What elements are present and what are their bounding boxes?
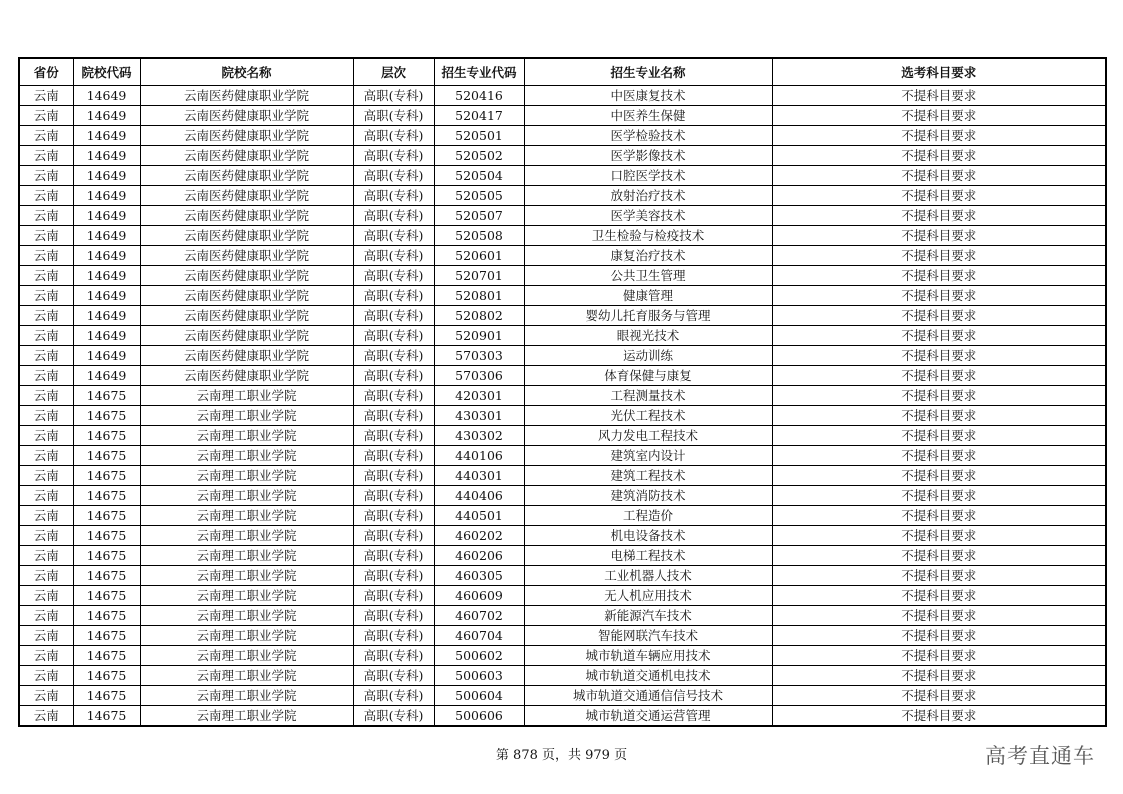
cell-major-name: 机电设备技术: [524, 526, 772, 546]
cell-level: 高职(专科): [353, 286, 434, 306]
cell-subject-requirement: 不提科目要求: [772, 166, 1106, 186]
cell-school-name: 云南理工职业学院: [140, 526, 353, 546]
cell-level: 高职(专科): [353, 326, 434, 346]
cell-school-code: 14675: [73, 586, 140, 606]
table-row: [19, 546, 1106, 566]
cell-major-code: 460704: [434, 626, 524, 646]
cell-level: 高职(专科): [353, 626, 434, 646]
cell-major-code: 520416: [434, 86, 524, 106]
cell-province: 云南: [19, 306, 73, 326]
table-row: [19, 246, 1106, 266]
cell-school-name: 云南医药健康职业学院: [140, 146, 353, 166]
cell-school-name: 云南医药健康职业学院: [140, 266, 353, 286]
cell-major-code: 500604: [434, 686, 524, 706]
cell-level: 高职(专科): [353, 266, 434, 286]
cell-subject-requirement: 不提科目要求: [772, 126, 1106, 146]
cell-subject-requirement: 不提科目要求: [772, 146, 1106, 166]
cell-province: 云南: [19, 526, 73, 546]
cell-major-code: 460702: [434, 606, 524, 626]
table-row: [19, 466, 1106, 486]
cell-school-name: 云南理工职业学院: [140, 386, 353, 406]
cell-level: 高职(专科): [353, 206, 434, 226]
cell-province: 云南: [19, 106, 73, 126]
cell-province: 云南: [19, 666, 73, 686]
cell-subject-requirement: 不提科目要求: [772, 286, 1106, 306]
cell-subject-requirement: 不提科目要求: [772, 626, 1106, 646]
cell-school-name: 云南理工职业学院: [140, 586, 353, 606]
cell-level: 高职(专科): [353, 386, 434, 406]
cell-school-name: 云南理工职业学院: [140, 706, 353, 727]
cell-province: 云南: [19, 646, 73, 666]
header-row: [19, 58, 1106, 86]
cell-school-name: 云南理工职业学院: [140, 646, 353, 666]
cell-major-code: 520901: [434, 326, 524, 346]
cell-level: 高职(专科): [353, 446, 434, 466]
cell-major-name: 体育保健与康复: [524, 366, 772, 386]
cell-major-code: 460305: [434, 566, 524, 586]
cell-school-name: 云南医药健康职业学院: [140, 346, 353, 366]
cell-school-name: 云南理工职业学院: [140, 466, 353, 486]
cell-level: 高职(专科): [353, 566, 434, 586]
table-row: [19, 126, 1106, 146]
cell-major-code: 520504: [434, 166, 524, 186]
cell-major-code: 520601: [434, 246, 524, 266]
header-school-name: 院校名称: [140, 58, 353, 86]
cell-school-name: 云南医药健康职业学院: [140, 286, 353, 306]
cell-province: 云南: [19, 86, 73, 106]
cell-province: 云南: [19, 406, 73, 426]
cell-level: 高职(专科): [353, 686, 434, 706]
table-row: [19, 446, 1106, 466]
table-row: [19, 346, 1106, 366]
table-row: [19, 706, 1106, 727]
cell-major-code: 520501: [434, 126, 524, 146]
cell-subject-requirement: 不提科目要求: [772, 586, 1106, 606]
table-row: [19, 426, 1106, 446]
cell-province: 云南: [19, 366, 73, 386]
header-subject-requirement: 选考科目要求: [772, 58, 1106, 86]
cell-province: 云南: [19, 706, 73, 727]
cell-school-code: 14675: [73, 646, 140, 666]
cell-major-name: 智能网联汽车技术: [524, 626, 772, 646]
table-row: [19, 326, 1106, 346]
table-row: [19, 226, 1106, 246]
cell-major-name: 中医康复技术: [524, 86, 772, 106]
cell-school-code: 14675: [73, 526, 140, 546]
cell-major-name: 建筑工程技术: [524, 466, 772, 486]
cell-major-code: 420301: [434, 386, 524, 406]
cell-province: 云南: [19, 346, 73, 366]
cell-level: 高职(专科): [353, 426, 434, 446]
header-school-code: 院校代码: [73, 58, 140, 86]
cell-school-name: 云南理工职业学院: [140, 666, 353, 686]
cell-province: 云南: [19, 686, 73, 706]
cell-province: 云南: [19, 426, 73, 446]
cell-school-name: 云南医药健康职业学院: [140, 226, 353, 246]
cell-subject-requirement: 不提科目要求: [772, 486, 1106, 506]
table-row: [19, 686, 1106, 706]
cell-school-code: 14649: [73, 86, 140, 106]
cell-province: 云南: [19, 506, 73, 526]
table-row: [19, 526, 1106, 546]
header-province: 省份: [19, 58, 73, 86]
cell-subject-requirement: 不提科目要求: [772, 646, 1106, 666]
table-row: [19, 186, 1106, 206]
cell-school-code: 14649: [73, 186, 140, 206]
cell-major-name: 医学美容技术: [524, 206, 772, 226]
cell-major-name: 城市轨道车辆应用技术: [524, 646, 772, 666]
cell-school-name: 云南医药健康职业学院: [140, 166, 353, 186]
cell-school-name: 云南理工职业学院: [140, 446, 353, 466]
cell-major-code: 460202: [434, 526, 524, 546]
cell-major-code: 520507: [434, 206, 524, 226]
cell-major-code: 500602: [434, 646, 524, 666]
cell-school-code: 14649: [73, 146, 140, 166]
cell-school-code: 14675: [73, 466, 140, 486]
cell-major-code: 440501: [434, 506, 524, 526]
cell-school-name: 云南医药健康职业学院: [140, 206, 353, 226]
cell-school-code: 14649: [73, 226, 140, 246]
table-row: [19, 206, 1106, 226]
cell-province: 云南: [19, 146, 73, 166]
table-row: [19, 146, 1106, 166]
cell-school-code: 14649: [73, 366, 140, 386]
table-row: [19, 626, 1106, 646]
cell-province: 云南: [19, 586, 73, 606]
header-major-name: 招生专业名称: [524, 58, 772, 86]
cell-level: 高职(专科): [353, 486, 434, 506]
cell-subject-requirement: 不提科目要求: [772, 326, 1106, 346]
cell-subject-requirement: 不提科目要求: [772, 206, 1106, 226]
cell-province: 云南: [19, 226, 73, 246]
cell-province: 云南: [19, 486, 73, 506]
cell-school-code: 14675: [73, 626, 140, 646]
cell-school-name: 云南理工职业学院: [140, 566, 353, 586]
cell-level: 高职(专科): [353, 366, 434, 386]
table-body: [19, 86, 1106, 727]
cell-level: 高职(专科): [353, 586, 434, 606]
cell-major-code: 520502: [434, 146, 524, 166]
cell-major-name: 城市轨道交通机电技术: [524, 666, 772, 686]
cell-school-code: 14675: [73, 566, 140, 586]
cell-school-code: 14649: [73, 166, 140, 186]
cell-school-name: 云南理工职业学院: [140, 626, 353, 646]
cell-level: 高职(专科): [353, 226, 434, 246]
cell-subject-requirement: 不提科目要求: [772, 226, 1106, 246]
cell-subject-requirement: 不提科目要求: [772, 86, 1106, 106]
cell-school-name: 云南理工职业学院: [140, 426, 353, 446]
table-row: [19, 266, 1106, 286]
table-row: [19, 646, 1106, 666]
cell-province: 云南: [19, 166, 73, 186]
cell-major-name: 城市轨道交通通信信号技术: [524, 686, 772, 706]
cell-major-name: 无人机应用技术: [524, 586, 772, 606]
cell-level: 高职(专科): [353, 106, 434, 126]
cell-level: 高职(专科): [353, 506, 434, 526]
cell-major-code: 570306: [434, 366, 524, 386]
cell-school-code: 14675: [73, 706, 140, 727]
cell-level: 高职(专科): [353, 86, 434, 106]
cell-school-code: 14675: [73, 546, 140, 566]
cell-school-name: 云南医药健康职业学院: [140, 246, 353, 266]
cell-province: 云南: [19, 126, 73, 146]
cell-major-name: 电梯工程技术: [524, 546, 772, 566]
admissions-table: [18, 57, 1107, 727]
cell-major-name: 建筑室内设计: [524, 446, 772, 466]
cell-level: 高职(专科): [353, 606, 434, 626]
table-row: [19, 386, 1106, 406]
cell-major-name: 运动训练: [524, 346, 772, 366]
cell-level: 高职(专科): [353, 166, 434, 186]
cell-major-code: 440406: [434, 486, 524, 506]
cell-major-name: 工程造价: [524, 506, 772, 526]
cell-major-code: 520417: [434, 106, 524, 126]
cell-province: 云南: [19, 286, 73, 306]
cell-major-code: 500603: [434, 666, 524, 686]
cell-school-name: 云南理工职业学院: [140, 406, 353, 426]
cell-subject-requirement: 不提科目要求: [772, 306, 1106, 326]
table-row: [19, 286, 1106, 306]
cell-major-code: 520802: [434, 306, 524, 326]
cell-school-name: 云南医药健康职业学院: [140, 86, 353, 106]
cell-subject-requirement: 不提科目要求: [772, 566, 1106, 586]
cell-major-name: 风力发电工程技术: [524, 426, 772, 446]
cell-school-code: 14675: [73, 406, 140, 426]
cell-major-code: 570303: [434, 346, 524, 366]
cell-school-code: 14649: [73, 326, 140, 346]
table-row: [19, 86, 1106, 106]
cell-province: 云南: [19, 206, 73, 226]
cell-level: 高职(专科): [353, 406, 434, 426]
cell-major-name: 医学检验技术: [524, 126, 772, 146]
cell-school-name: 云南理工职业学院: [140, 506, 353, 526]
page-number: 第 878 页，共 979 页: [495, 748, 628, 763]
table-row: [19, 586, 1106, 606]
table-row: [19, 166, 1106, 186]
cell-major-name: 新能源汽车技术: [524, 606, 772, 626]
cell-province: 云南: [19, 566, 73, 586]
cell-school-code: 14675: [73, 606, 140, 626]
cell-major-name: 放射治疗技术: [524, 186, 772, 206]
cell-major-name: 城市轨道交通运营管理: [524, 706, 772, 727]
cell-level: 高职(专科): [353, 646, 434, 666]
cell-school-code: 14675: [73, 426, 140, 446]
table-row: [19, 566, 1106, 586]
cell-school-code: 14649: [73, 126, 140, 146]
table-row: [19, 506, 1106, 526]
cell-school-code: 14675: [73, 686, 140, 706]
cell-level: 高职(专科): [353, 146, 434, 166]
cell-major-name: 建筑消防技术: [524, 486, 772, 506]
cell-major-code: 430302: [434, 426, 524, 446]
cell-major-code: 520505: [434, 186, 524, 206]
cell-province: 云南: [19, 246, 73, 266]
cell-major-name: 公共卫生管理: [524, 266, 772, 286]
cell-school-code: 14649: [73, 246, 140, 266]
table-row: [19, 606, 1106, 626]
cell-level: 高职(专科): [353, 246, 434, 266]
cell-school-code: 14675: [73, 486, 140, 506]
cell-province: 云南: [19, 266, 73, 286]
cell-school-name: 云南医药健康职业学院: [140, 326, 353, 346]
cell-subject-requirement: 不提科目要求: [772, 546, 1106, 566]
header-major-code: 招生专业代码: [434, 58, 524, 86]
cell-level: 高职(专科): [353, 706, 434, 727]
cell-school-name: 云南医药健康职业学院: [140, 366, 353, 386]
cell-school-name: 云南理工职业学院: [140, 686, 353, 706]
cell-school-code: 14649: [73, 206, 140, 226]
cell-province: 云南: [19, 446, 73, 466]
cell-subject-requirement: 不提科目要求: [772, 406, 1106, 426]
table-header: [19, 58, 1106, 86]
cell-school-code: 14675: [73, 446, 140, 466]
cell-school-code: 14649: [73, 106, 140, 126]
cell-level: 高职(专科): [353, 346, 434, 366]
table-row: [19, 666, 1106, 686]
cell-subject-requirement: 不提科目要求: [772, 666, 1106, 686]
cell-major-name: 口腔医学技术: [524, 166, 772, 186]
table-row: [19, 486, 1106, 506]
cell-major-code: 520801: [434, 286, 524, 306]
cell-school-name: 云南医药健康职业学院: [140, 106, 353, 126]
cell-school-code: 14649: [73, 286, 140, 306]
cell-school-code: 14675: [73, 666, 140, 686]
cell-subject-requirement: 不提科目要求: [772, 506, 1106, 526]
cell-school-name: 云南医药健康职业学院: [140, 126, 353, 146]
cell-school-name: 云南医药健康职业学院: [140, 186, 353, 206]
cell-subject-requirement: 不提科目要求: [772, 266, 1106, 286]
cell-school-name: 云南理工职业学院: [140, 606, 353, 626]
cell-subject-requirement: 不提科目要求: [772, 686, 1106, 706]
cell-major-name: 中医养生保健: [524, 106, 772, 126]
cell-major-name: 医学影像技术: [524, 146, 772, 166]
cell-province: 云南: [19, 326, 73, 346]
table-row: [19, 406, 1106, 426]
cell-province: 云南: [19, 546, 73, 566]
cell-subject-requirement: 不提科目要求: [772, 446, 1106, 466]
cell-major-code: 520701: [434, 266, 524, 286]
cell-subject-requirement: 不提科目要求: [772, 246, 1106, 266]
cell-major-name: 康复治疗技术: [524, 246, 772, 266]
cell-subject-requirement: 不提科目要求: [772, 186, 1106, 206]
cell-school-name: 云南理工职业学院: [140, 546, 353, 566]
cell-major-code: 460609: [434, 586, 524, 606]
cell-province: 云南: [19, 626, 73, 646]
cell-subject-requirement: 不提科目要求: [772, 426, 1106, 446]
header-level: 层次: [353, 58, 434, 86]
cell-school-code: 14649: [73, 306, 140, 326]
watermark-logo-text: 高考直通车: [985, 744, 1095, 768]
cell-level: 高职(专科): [353, 126, 434, 146]
table-row: [19, 306, 1106, 326]
cell-school-code: 14675: [73, 506, 140, 526]
cell-school-code: 14649: [73, 266, 140, 286]
cell-level: 高职(专科): [353, 306, 434, 326]
cell-major-code: 430301: [434, 406, 524, 426]
cell-major-code: 500606: [434, 706, 524, 727]
cell-major-name: 工业机器人技术: [524, 566, 772, 586]
table-row: [19, 366, 1106, 386]
cell-subject-requirement: 不提科目要求: [772, 386, 1106, 406]
cell-major-name: 光伏工程技术: [524, 406, 772, 426]
cell-school-code: 14649: [73, 346, 140, 366]
cell-subject-requirement: 不提科目要求: [772, 606, 1106, 626]
cell-major-name: 健康管理: [524, 286, 772, 306]
cell-major-name: 眼视光技术: [524, 326, 772, 346]
cell-major-name: 卫生检验与检疫技术: [524, 226, 772, 246]
cell-subject-requirement: 不提科目要求: [772, 706, 1106, 727]
cell-level: 高职(专科): [353, 186, 434, 206]
cell-major-code: 440106: [434, 446, 524, 466]
cell-subject-requirement: 不提科目要求: [772, 346, 1106, 366]
cell-major-code: 520508: [434, 226, 524, 246]
cell-major-code: 460206: [434, 546, 524, 566]
cell-subject-requirement: 不提科目要求: [772, 526, 1106, 546]
cell-major-name: 工程测量技术: [524, 386, 772, 406]
cell-province: 云南: [19, 606, 73, 626]
cell-major-code: 440301: [434, 466, 524, 486]
cell-subject-requirement: 不提科目要求: [772, 466, 1106, 486]
cell-school-code: 14675: [73, 386, 140, 406]
cell-province: 云南: [19, 186, 73, 206]
table-row: [19, 106, 1106, 126]
cell-major-name: 婴幼儿托育服务与管理: [524, 306, 772, 326]
cell-level: 高职(专科): [353, 526, 434, 546]
cell-level: 高职(专科): [353, 546, 434, 566]
admissions-table-container: [18, 57, 1105, 727]
cell-level: 高职(专科): [353, 666, 434, 686]
cell-school-name: 云南医药健康职业学院: [140, 306, 353, 326]
cell-province: 云南: [19, 386, 73, 406]
cell-level: 高职(专科): [353, 466, 434, 486]
cell-subject-requirement: 不提科目要求: [772, 366, 1106, 386]
cell-subject-requirement: 不提科目要求: [772, 106, 1106, 126]
cell-school-name: 云南理工职业学院: [140, 486, 353, 506]
cell-province: 云南: [19, 466, 73, 486]
